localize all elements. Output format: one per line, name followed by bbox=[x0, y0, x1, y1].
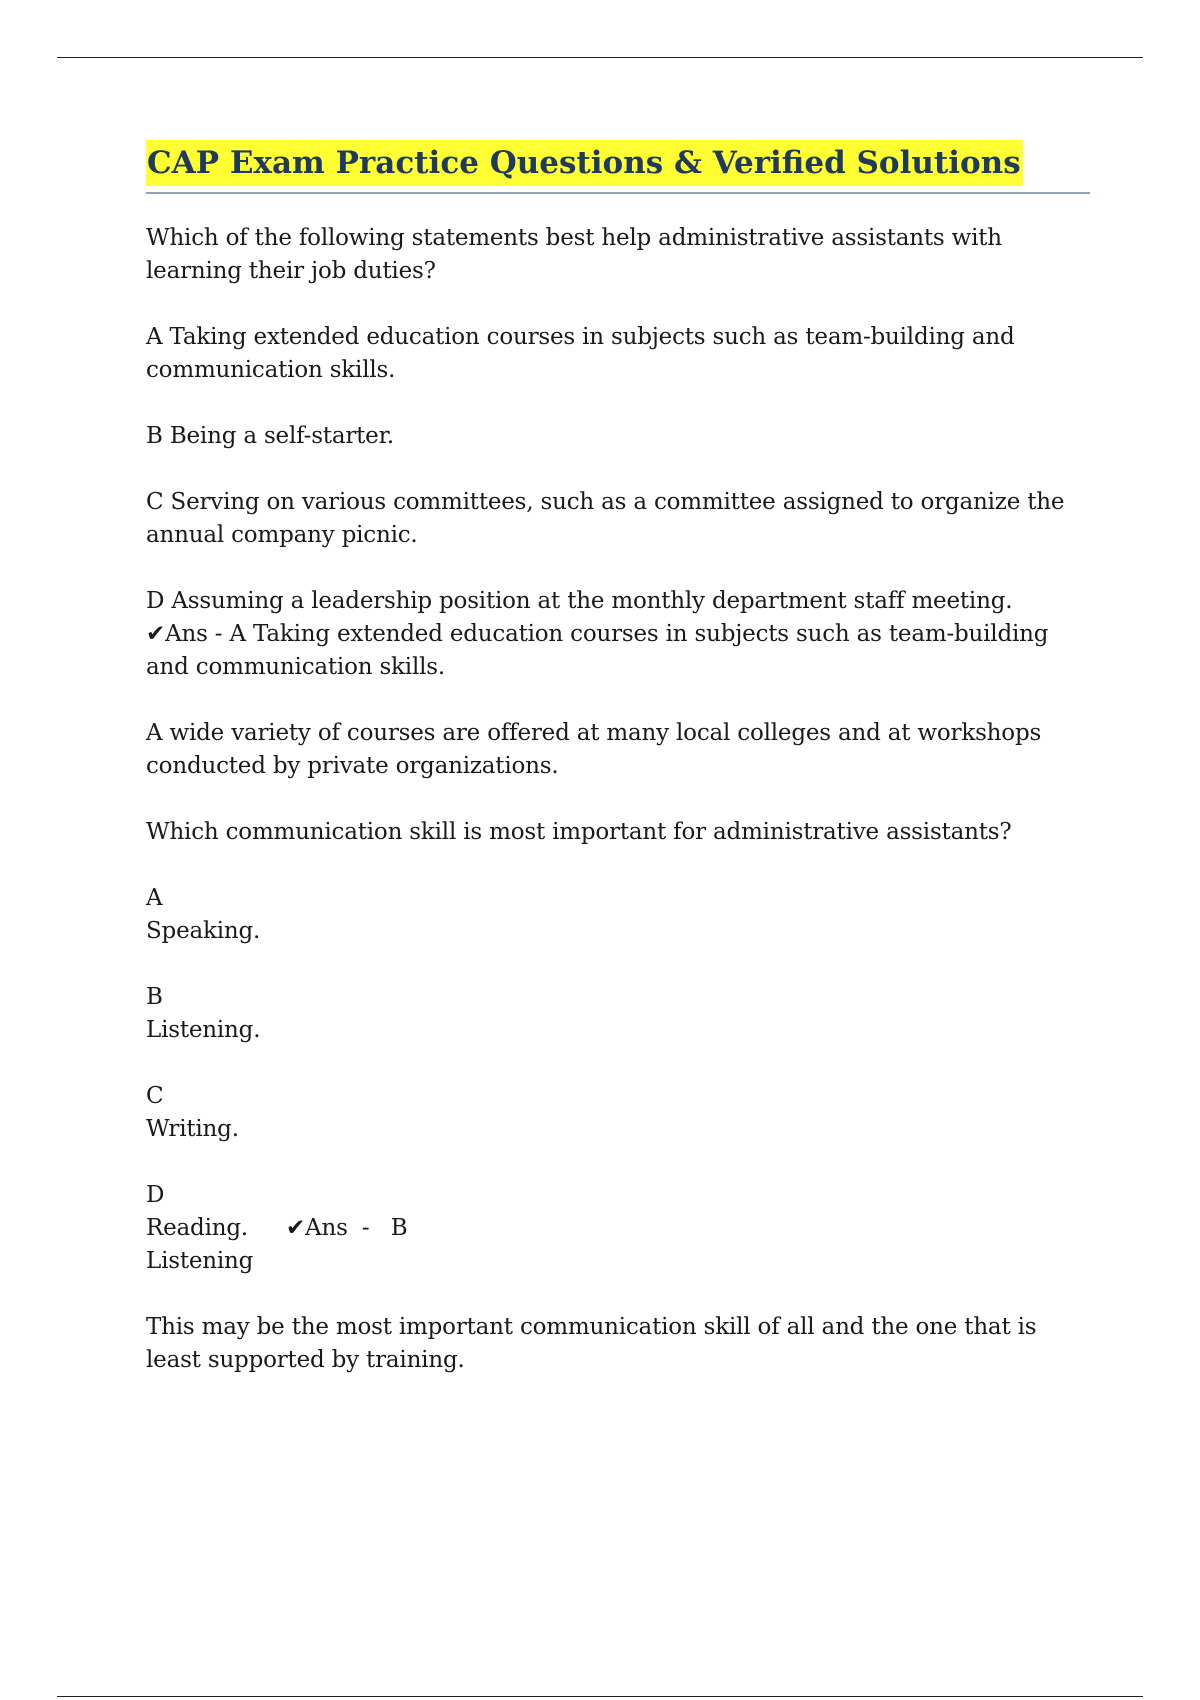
q2-option-d-letter: D bbox=[146, 1182, 165, 1208]
q2-option-b bbox=[146, 981, 1090, 1047]
q1-answer: ✔Ans - A Taking extended education courses in subjects such as team-building and communication skills. bbox=[146, 621, 1049, 680]
q2-option-a bbox=[146, 882, 1090, 948]
q2-option-d-text: Reading. bbox=[146, 1215, 248, 1241]
q2-answer: ✔Ans - B bbox=[285, 1215, 408, 1241]
q1-option-a: A Taking extended education courses in subjects such as team-building and communication skills. bbox=[146, 324, 1015, 383]
q2-answer-text: Listening bbox=[146, 1248, 254, 1274]
q1-explanation: A wide variety of courses are offered at many local colleges and at workshops conducted by private organizations. bbox=[146, 720, 1042, 779]
q1-question: Which of the following statements best help administrative assistants with learning their job duties? bbox=[146, 225, 1002, 284]
q1-option-c: C Serving on various committees, such as a committee assigned to organize the annual company picnic. bbox=[146, 489, 1065, 548]
document-title: CAP Exam Practice Questions & Verified Solutions bbox=[146, 140, 1023, 186]
footer-rule bbox=[57, 1696, 1143, 1697]
q2-option-c bbox=[146, 1080, 1090, 1146]
q1-option-b: B Being a self-starter. bbox=[146, 423, 394, 449]
q2-option-a-text: Speaking. bbox=[146, 918, 261, 944]
q2-option-d bbox=[146, 1179, 1090, 1278]
q1-option-d: D Assuming a leadership position at the monthly department staff meeting. bbox=[146, 588, 1013, 614]
q2-question: Which communication skill is most important for administrative assistants? bbox=[146, 819, 1012, 845]
q2-option-b-text: Listening. bbox=[146, 1017, 261, 1043]
q2-option-c-text: Writing. bbox=[146, 1116, 239, 1142]
q2-option-b-letter: B bbox=[146, 984, 163, 1010]
header-rule bbox=[57, 57, 1143, 58]
q2-option-a-letter: A bbox=[146, 885, 163, 911]
q2-explanation: This may be the most important communication skill of all and the one that is least supported by training. bbox=[146, 1314, 1037, 1373]
document-body bbox=[146, 222, 1090, 1377]
document-page bbox=[146, 140, 1090, 1410]
title-block bbox=[146, 140, 1090, 194]
q2-option-c-letter: C bbox=[146, 1083, 164, 1109]
